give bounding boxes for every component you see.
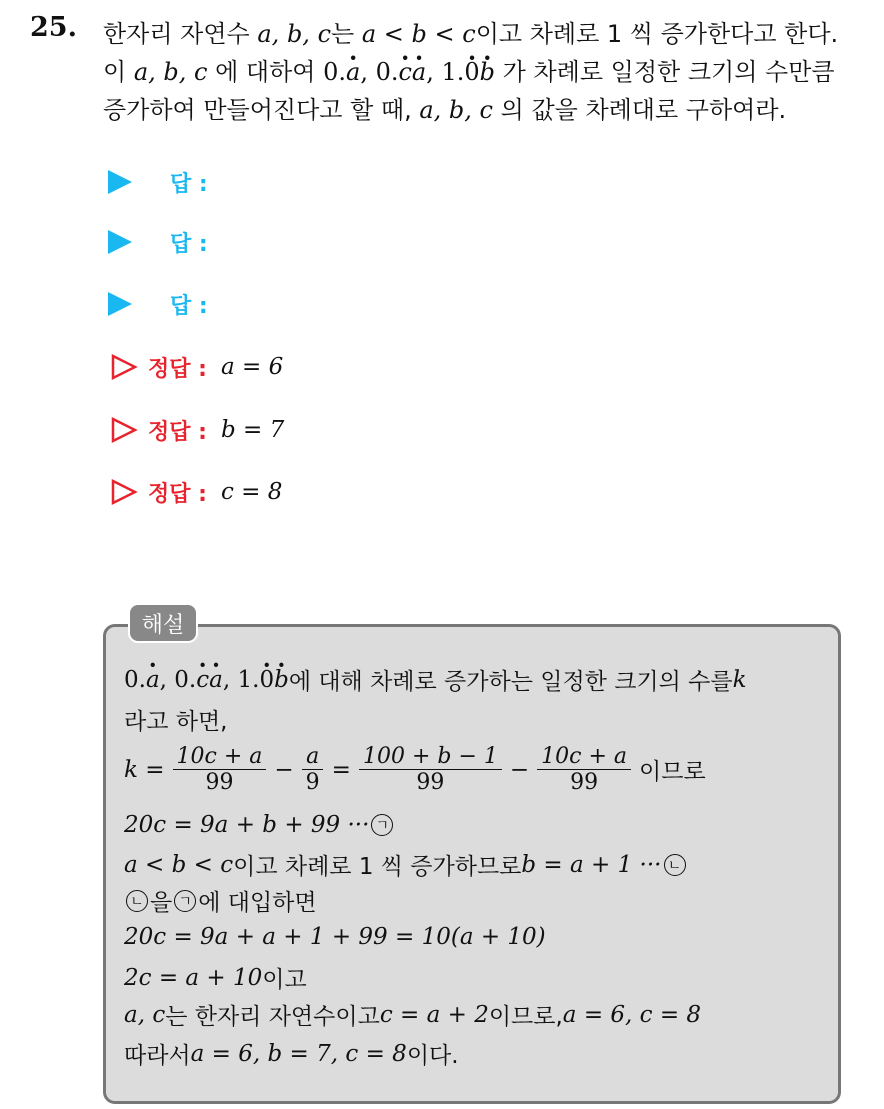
outline-triangle-icon — [110, 353, 138, 381]
circled-giyeok: ㄱ — [174, 890, 196, 912]
solution-row-2: 정답 : b = 7 — [110, 413, 284, 447]
play-triangle-icon — [108, 170, 132, 194]
outline-triangle-icon — [110, 416, 138, 444]
repeating-decimals: 0.· a, 0.· c· a, 1.· 0· b — [323, 58, 495, 86]
fraction: $\frac{10c + a}{99}$ — [537, 744, 631, 796]
fraction: $\frac{a}{9}$ — [302, 744, 324, 796]
explanation-tab: 해설 — [128, 603, 198, 643]
circled-nieun: ㄴ — [126, 890, 148, 912]
answer-row-2[interactable]: 답 : — [108, 225, 208, 259]
question-line-1: 한자리 자연수 a, b, c는 a < b < c이고 차례로 1 씩 증가한다고 한다. — [103, 20, 839, 48]
explanation-line-9: a, c 는 한자리 자연수이고 c = a + 2 이므로, a = 6, c = 8 — [124, 1001, 702, 1030]
explanation-line-8: 2c = a + 10 이고 — [124, 964, 307, 993]
explanation-line-1: 0.· a, 0.· c· a, 1.· 0· b 에 대해 차례로 증가하는 일정한 크기의 수를 k — [124, 663, 747, 696]
explanation-line-5: a < b < c 이고 차례로 1 씩 증가하므로 b = a + 1 ··· ㄴ — [124, 848, 688, 881]
repeating-decimals: 0.· a, 0.· c· a, 1.· 0· b — [124, 667, 289, 693]
solution-row-3: 정답 : c = 8 — [110, 475, 282, 509]
outline-triangle-icon — [110, 478, 138, 506]
explanation-line-7: 20c = 9a + a + 1 + 99 = 10(a + 10) — [124, 924, 546, 950]
play-triangle-icon — [108, 292, 132, 316]
explanation-line-6: ㄴ 을 ㄱ 에 대입하면 — [124, 884, 317, 917]
answer-row-3[interactable]: 답 : — [108, 287, 208, 321]
fraction: $\frac{10c + a}{99}$ — [173, 744, 267, 796]
answer-row-1[interactable]: 답 : — [108, 165, 208, 199]
circled-giyeok: ㄱ — [371, 814, 393, 836]
question-line-2: 이 a, b, c 에 대하여 0.· a, 0.· c· a, 1.· 0· b 가 차례로 일정한 크기의 수만큼 — [103, 52, 835, 87]
solution-row-1: 정답 : a = 6 — [110, 350, 283, 384]
fraction: $\frac{100 + b - 1}{99}$ — [359, 744, 502, 796]
circled-nieun: ㄴ — [664, 854, 686, 876]
explanation-line-4: 20c = 9a + b + 99 ··· ㄱ — [124, 812, 395, 838]
play-triangle-icon — [108, 230, 132, 254]
explanation-line-10: 따라서 a = 6, b = 7, c = 8 이다. — [124, 1040, 459, 1069]
explanation-line-3: k = $\frac{10c + a}{99}$ − $\frac{a}{9}$ = $\frac{100 + b - 1}{99}$ − $\frac{10c + a}{99}$ 이므로 — [124, 744, 706, 796]
question-number: 25. — [30, 12, 77, 43]
explanation-line-2: 라고 하면, — [124, 709, 228, 735]
question-line-3: 증가하여 만들어진다고 할 때, a, b, c 의 값을 차례대로 구하여라. — [103, 96, 787, 124]
